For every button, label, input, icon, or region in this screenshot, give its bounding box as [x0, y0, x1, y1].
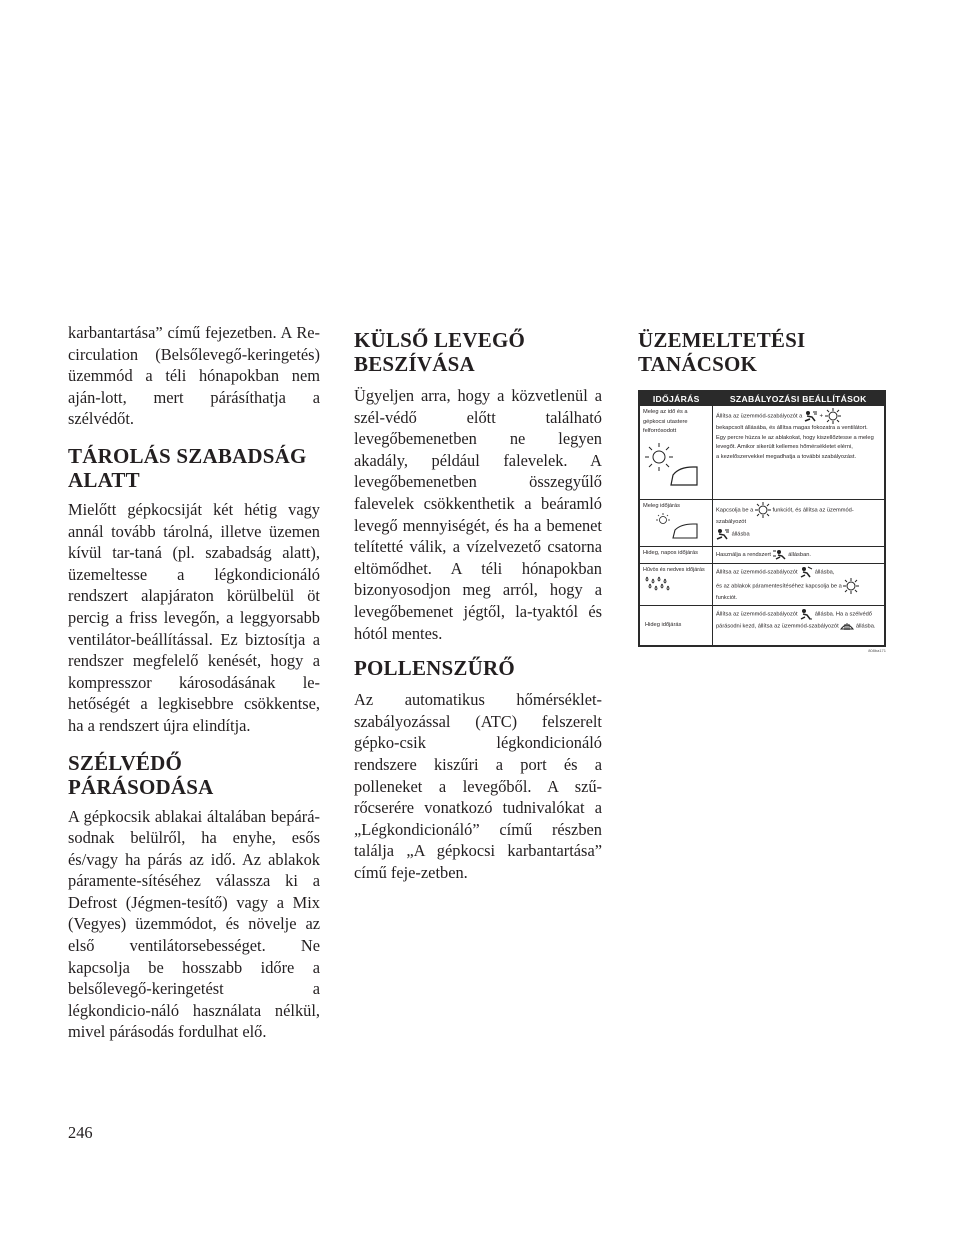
operating-tips-table — [638, 390, 888, 653]
condition-label: Meleg az idő és a gépkocsi utastere felforrósodott — [643, 409, 688, 434]
ac-snowflake-icon — [843, 578, 859, 594]
instruction-line: állásba — [731, 531, 750, 537]
outside-air-heading: KÜLSŐ LEVEGŐ BESZÍVÁSA — [354, 328, 526, 376]
instruction-line: és az ablakok páramentesítéséhez kapcsolja be a — [716, 583, 842, 589]
bilevel-mode-icon — [773, 549, 787, 560]
condition-label: Hűvös és nedves időjárás — [643, 566, 705, 573]
instruction-line: állásba. Ha a szélvédő — [814, 611, 872, 618]
instruction-line: állásba. — [855, 623, 876, 630]
panel-mode-icon — [716, 528, 730, 540]
weather-column-header: IDŐJÁRÁS — [639, 391, 713, 406]
page-number: 246 — [68, 1123, 93, 1142]
defrost-icon — [840, 620, 854, 632]
table-row — [639, 606, 885, 646]
storage-paragraph: Mielőtt gépkocsiját két hétig vagy annál tovább tárolná, illetve üzemen kívül tar-taná (pl. szabadság alatt), üzemeltesse a légkondicionáló rendszert alapjáraton körülbelül öt percig a friss levegőn, a leggyorsabb ventilátor-beállítással. Ez biztosítja a rendszer megfelelő kenését, hogy a kompresszor károsodásának le-hetőségét a legkisebbre csökkentse, ha a rendszert újra elindítja. — [68, 499, 320, 735]
instruction-line: Állítsa az üzemmód-szabályozót — [716, 611, 798, 618]
windshield-fogging-paragraph: A gépkocsik ablakai általában bepárá-sodnak belülről, ha enyhe, esős és/vagy ha párás az idő. Az ablakok páramente-sítéséhez válassza ki a Defrost (Jégmen-tesítő) vagy a Mix (Vegyes) üzemmódot, és növelje az első ventilátorsebességet. Ne kapcsolja be hosszabb időre a belsőlevegő-keringetést a légkondicio-náló használata nélkül, mivel párásodás fordulhat elő. — [68, 806, 320, 1042]
left-column — [68, 322, 320, 1043]
pollen-filter-paragraph: Az automatikus hőmérséklet-szabályozással (ATC) felszerelt gépko-csik légkondicionáló rendszere kiszűri a port és a polleneket a levegőből. A szű-rőcserére vonatkozó tudnivalókat a „Légkondicionáló” című részben találja „A gépkocsi karbantartása” című feje-zetben. — [354, 690, 602, 882]
rain-drops-icon — [643, 575, 673, 593]
mix-mode-icon — [799, 566, 813, 578]
instruction-line: állásba, — [814, 569, 835, 575]
instruction-line: a kezelőszervekkel megadhatja a további szabályozást. — [716, 453, 857, 460]
instruction-line: állásban. — [788, 552, 811, 558]
instruction-line: Egy percre húzza le az ablakokat, hogy kiszellőztesse a meleg — [716, 434, 874, 441]
windshield-fogging-heading: SZÉLVÉDŐ PÁRÁSODÁSA — [68, 750, 214, 799]
intro-paragraph: karbantartása” című fejezetben. A Re-circulation (Belsőlevegő-keringetés) üzemmód a téli hónapokban nem aján-lott, mert párásíthatja a szélvédőt. — [68, 323, 320, 429]
condition-label: Hideg, napos időjárás — [643, 550, 699, 556]
instruction-line: Állítsa az üzemmód-szabályozót — [716, 569, 798, 575]
instruction-line: Kapcsolja be a — [716, 507, 754, 514]
right-column — [638, 322, 894, 653]
settings-column-header: SZABÁLYOZÁSI BEÁLLÍTÁSOK — [713, 391, 886, 406]
instruction-line: bekapcsolt állásába, és állítsa magas fokozatra a ventilátort. — [716, 425, 868, 431]
instruction-line: Használja a rendszert — [716, 552, 772, 558]
ac-snowflake-icon — [825, 408, 841, 424]
operating-tips-heading: ÜZEMELTETÉSI TANÁCSOK — [638, 328, 806, 376]
sun-and-car-icon — [643, 437, 703, 493]
figure-code: 808ba171 — [868, 647, 886, 653]
table-row — [639, 500, 885, 547]
sun-and-car-icon — [643, 512, 703, 540]
panel-mode-icon — [804, 410, 818, 422]
outside-air-paragraph: Ügyeljen arra, hogy a közvetlenül a szél-védő előtt található levegőbemenetben ne legyen akadály, például falevelek. A levegőbemenetben összegyűlő falevelek csökkenthetik a beáramló levegő mennyiségét, és ha a bemenet telítetté válik, a vízelvezető csatorna eltömődhet. A téli hónapokban bizonyosodjon meg arról, hogy a levegőbemenet jégtől, la-tyaktól és hótól mentes. — [354, 386, 602, 643]
instruction-line: Állítsa az üzemmód-szabályozót a — [716, 413, 803, 420]
storage-heading: TÁROLÁS SZABADSÁG ALATT — [68, 443, 307, 492]
table-row — [639, 563, 885, 606]
condition-label: Meleg időjárás — [643, 503, 680, 509]
instruction-line: párásodni kezd, állítsa az üzemmód-szabályozót — [716, 623, 839, 630]
instruction-line: funkciót, és állítsa az üzemmód-szabályozót — [716, 507, 854, 525]
table-row — [639, 547, 885, 564]
ac-snowflake-icon — [755, 502, 771, 518]
instruction-line: levegőt. Amikor sikerült kellemes hőmérsékletet elérni, — [716, 444, 853, 450]
middle-column — [354, 322, 602, 883]
condition-label: Hideg időjárás — [645, 621, 682, 628]
table-row: Meleg az idő és a gépkocsi utastere felforrósodott Állítsa az üzemmód-szabályozót a + bekapcsolt állásába, és állítsa magas fokozatra a ventilátort. Egy percre húzza le az ablakokat, hogy kiszellőztesse a meleg levegőt. Amikor sikerült kellemes hőmérsékletet elérni, a kezelőszervekkel megadhatja a további szabályozást. — [639, 406, 885, 500]
floor-mode-icon — [799, 608, 813, 620]
instruction-line: funkciót. — [716, 594, 738, 601]
pollen-filter-heading: POLLENSZŰRŐ — [354, 656, 515, 681]
